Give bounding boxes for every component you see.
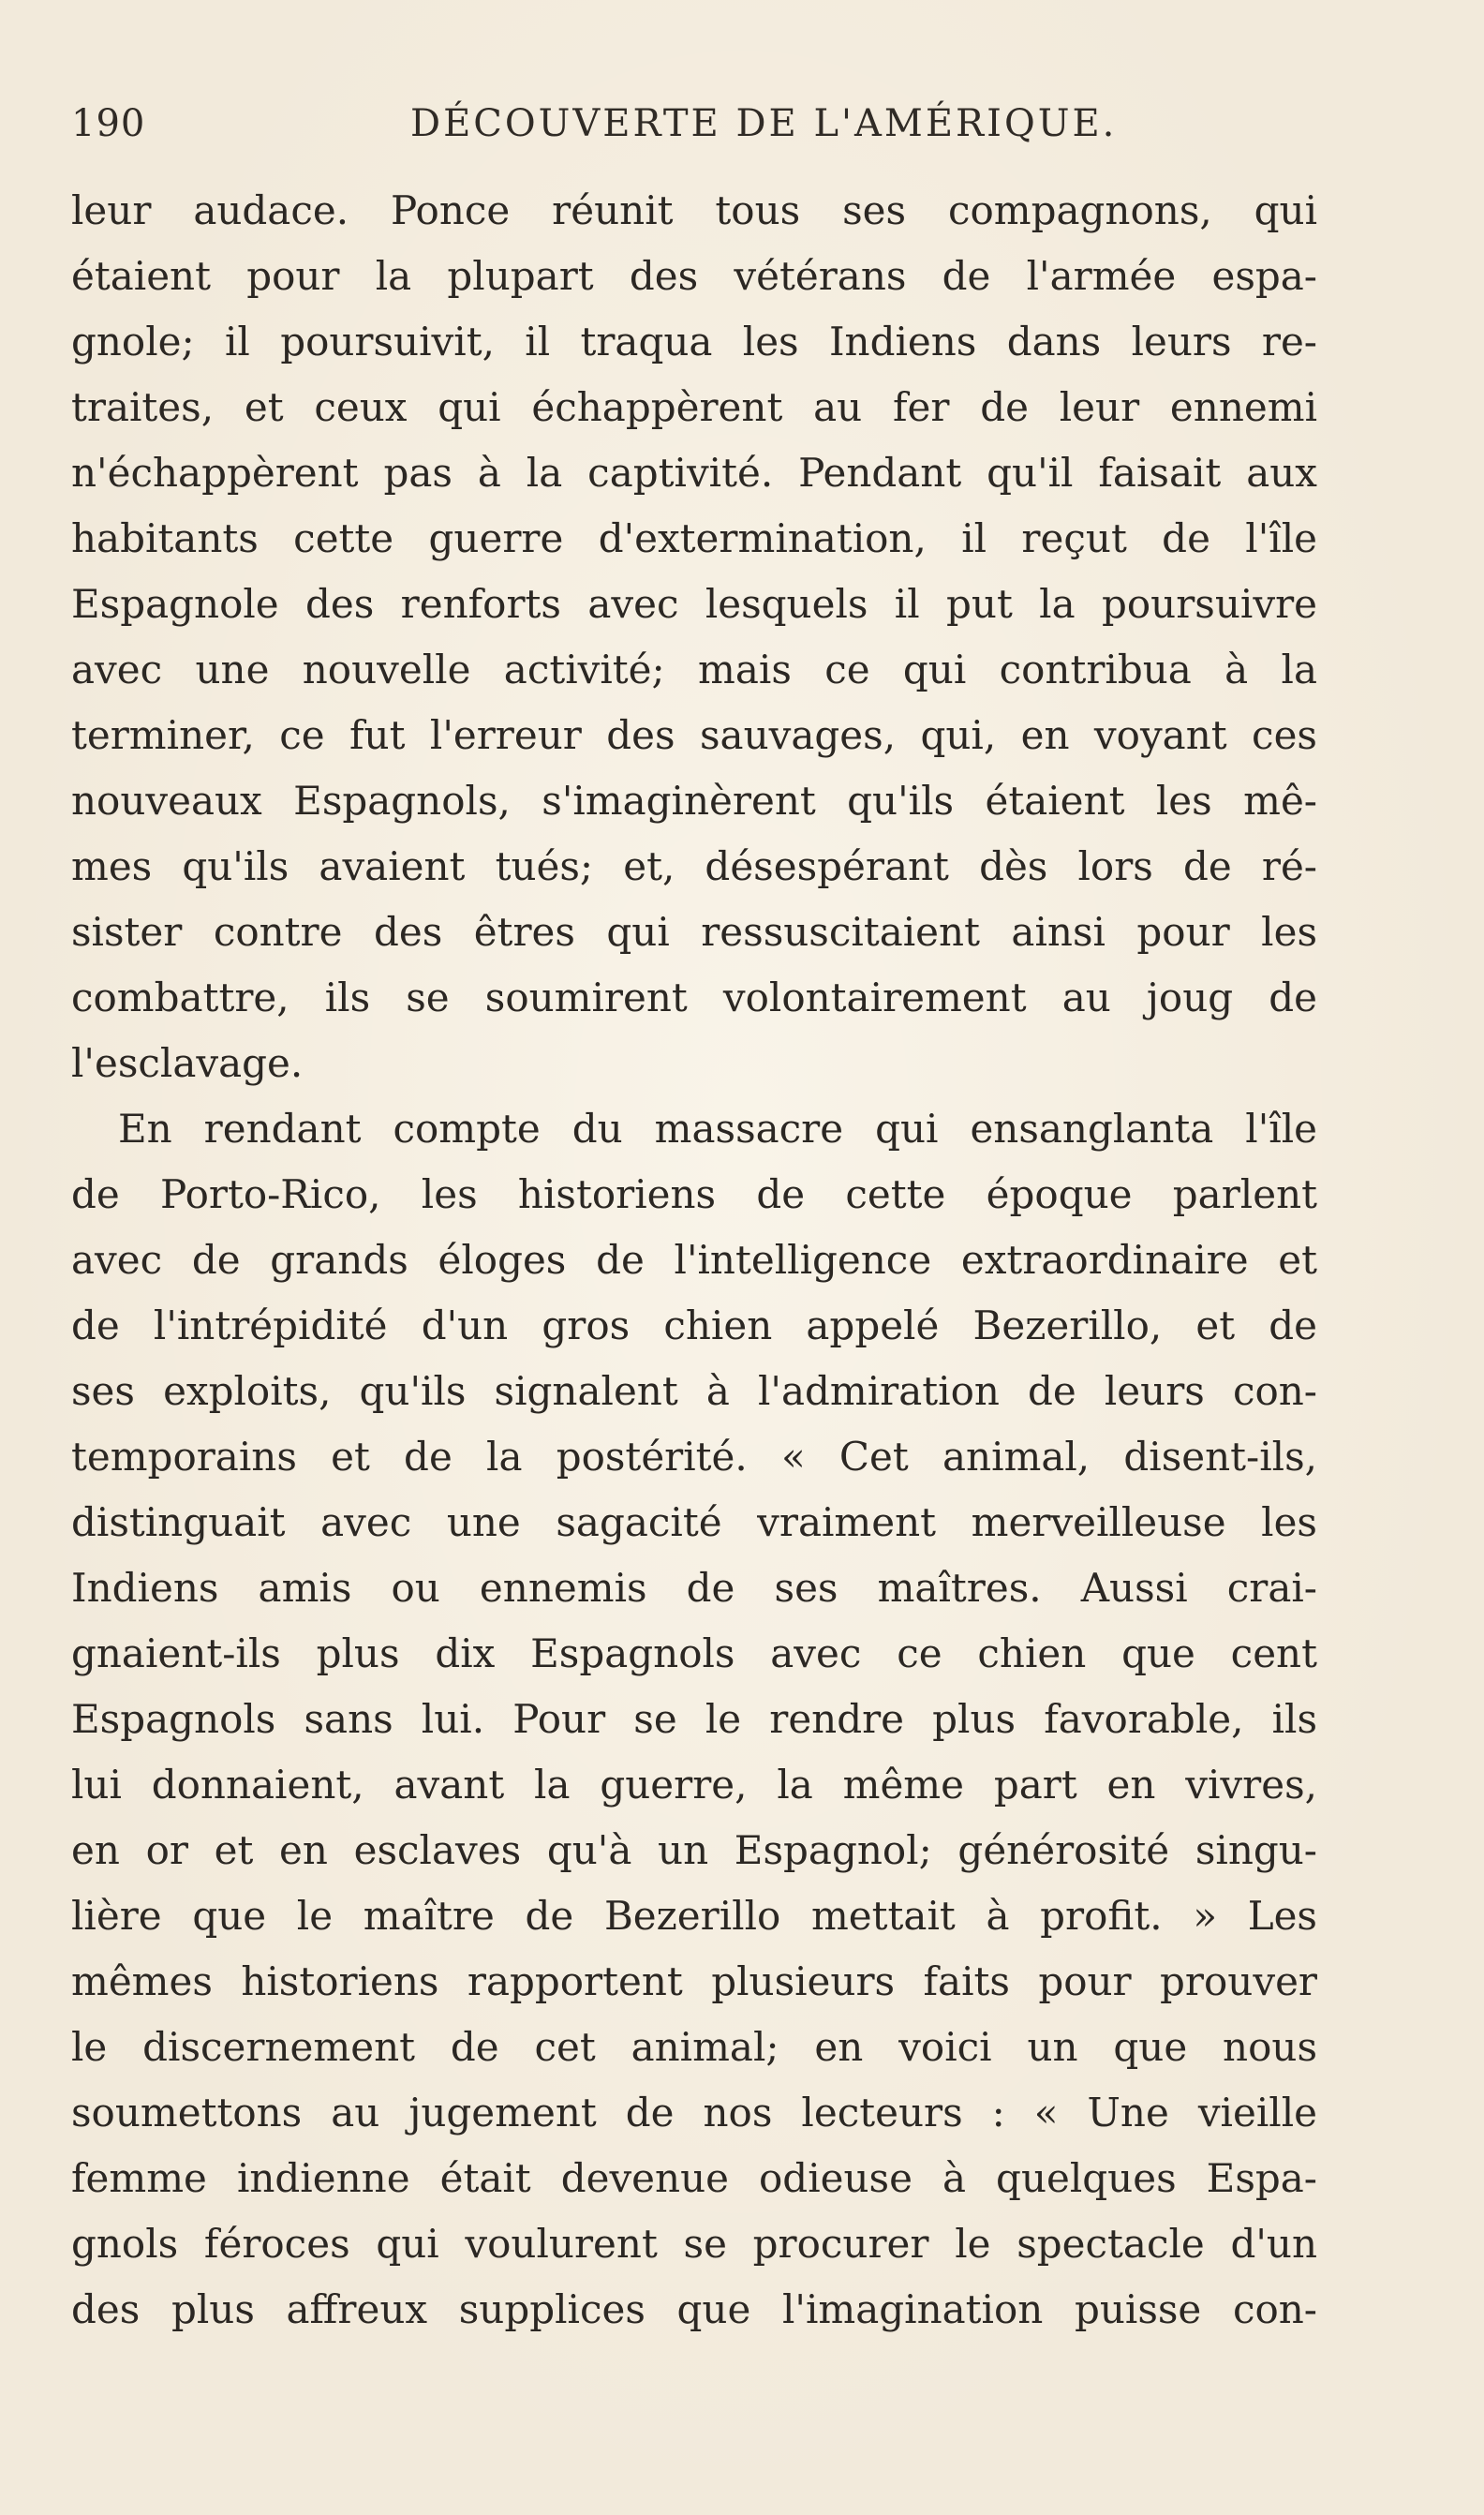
text-line: gnaient-ils plus dix Espagnols avec ce chien que cent — [71, 1630, 1317, 1676]
text-line: étaient pour la plupart des vétérans de l'armée espa- — [71, 253, 1317, 299]
text-line: Espagnols sans lui. Pour se le rendre plus favorable, ils — [71, 1696, 1317, 1742]
text-line: avec de grands éloges de l'intelligence extraordinaire et — [71, 1237, 1317, 1283]
text-line: mes qu'ils avaient tués; et, désespérant dès lors de ré- — [71, 843, 1317, 889]
text-line: en or et en esclaves qu'à un Espagnol; générosité singu- — [71, 1827, 1317, 1873]
text-line: Espagnole des renforts avec lesquels il put la poursuivre — [71, 581, 1317, 627]
text-line: le discernement de cet animal; en voici un que nous — [71, 2024, 1317, 2070]
text-line: gnols féroces qui voulurent se procurer le spectacle d'un — [71, 2221, 1317, 2267]
text-line: de l'intrépidité d'un gros chien appelé Bezerillo, et de — [71, 1302, 1317, 1348]
text-line: des plus affreux supplices que l'imagination puisse con- — [71, 2286, 1317, 2332]
text-line: nouveaux Espagnols, s'imaginèrent qu'ils étaient les mê- — [71, 778, 1317, 824]
text-line: distinguait avec une sagacité vraiment merveilleuse les — [71, 1499, 1317, 1545]
text-line: avec une nouvelle activité; mais ce qui contribua à la — [71, 647, 1317, 692]
text-line: lière que le maître de Bezerillo mettait à profit. » Les — [71, 1893, 1317, 1939]
text-line: Indiens amis ou ennemis de ses maîtres. Aussi crai- — [71, 1565, 1317, 1611]
text-line: habitants cette guerre d'extermination, il reçut de l'île — [71, 515, 1317, 561]
text-line: ses exploits, qu'ils signalent à l'admiration de leurs con- — [71, 1368, 1317, 1414]
page-number: 190 — [71, 102, 146, 145]
text-line: temporains et de la postérité. « Cet animal, disent-ils, — [71, 1434, 1317, 1480]
paragraph-2 — [71, 1096, 1317, 2343]
text-line: sister contre des êtres qui ressuscitaient ainsi pour les — [71, 909, 1317, 955]
text-line: traites, et ceux qui échappèrent au fer de leur ennemi — [71, 384, 1317, 430]
paragraph-1 — [71, 178, 1317, 1096]
text-line: terminer, ce fut l'erreur des sauvages, qui, en voyant ces — [71, 712, 1317, 758]
text-line: En rendant compte du massacre qui ensanglanta l'île — [118, 1106, 1317, 1152]
text-line: mêmes historiens rapportent plusieurs faits pour prouver — [71, 1958, 1317, 2004]
running-head — [71, 97, 1317, 150]
text-line: lui donnaient, avant la guerre, la même part en vivres, — [71, 1762, 1317, 1808]
text-line: femme indienne était devenue odieuse à quelques Espa- — [71, 2155, 1317, 2201]
text-line: n'échappèrent pas à la captivité. Pendant qu'il faisait aux — [71, 450, 1317, 496]
text-line: soumettons au jugement de nos lecteurs : « Une vieille — [71, 2090, 1317, 2136]
text-line: gnole; il poursuivit, il traqua les Indiens dans leurs re- — [71, 319, 1317, 365]
running-title: DÉCOUVERTE DE L'AMÉRIQUE. — [410, 102, 1118, 145]
text-body — [71, 178, 1317, 2343]
text-line: combattre, ils se soumirent volontairement au joug de — [71, 975, 1317, 1020]
text-line: leur audace. Ponce réunit tous ses compagnons, qui — [71, 187, 1317, 233]
text-line: de Porto-Rico, les historiens de cette époque parlent — [71, 1171, 1317, 1217]
text-line: l'esclavage. — [71, 1040, 304, 1086]
